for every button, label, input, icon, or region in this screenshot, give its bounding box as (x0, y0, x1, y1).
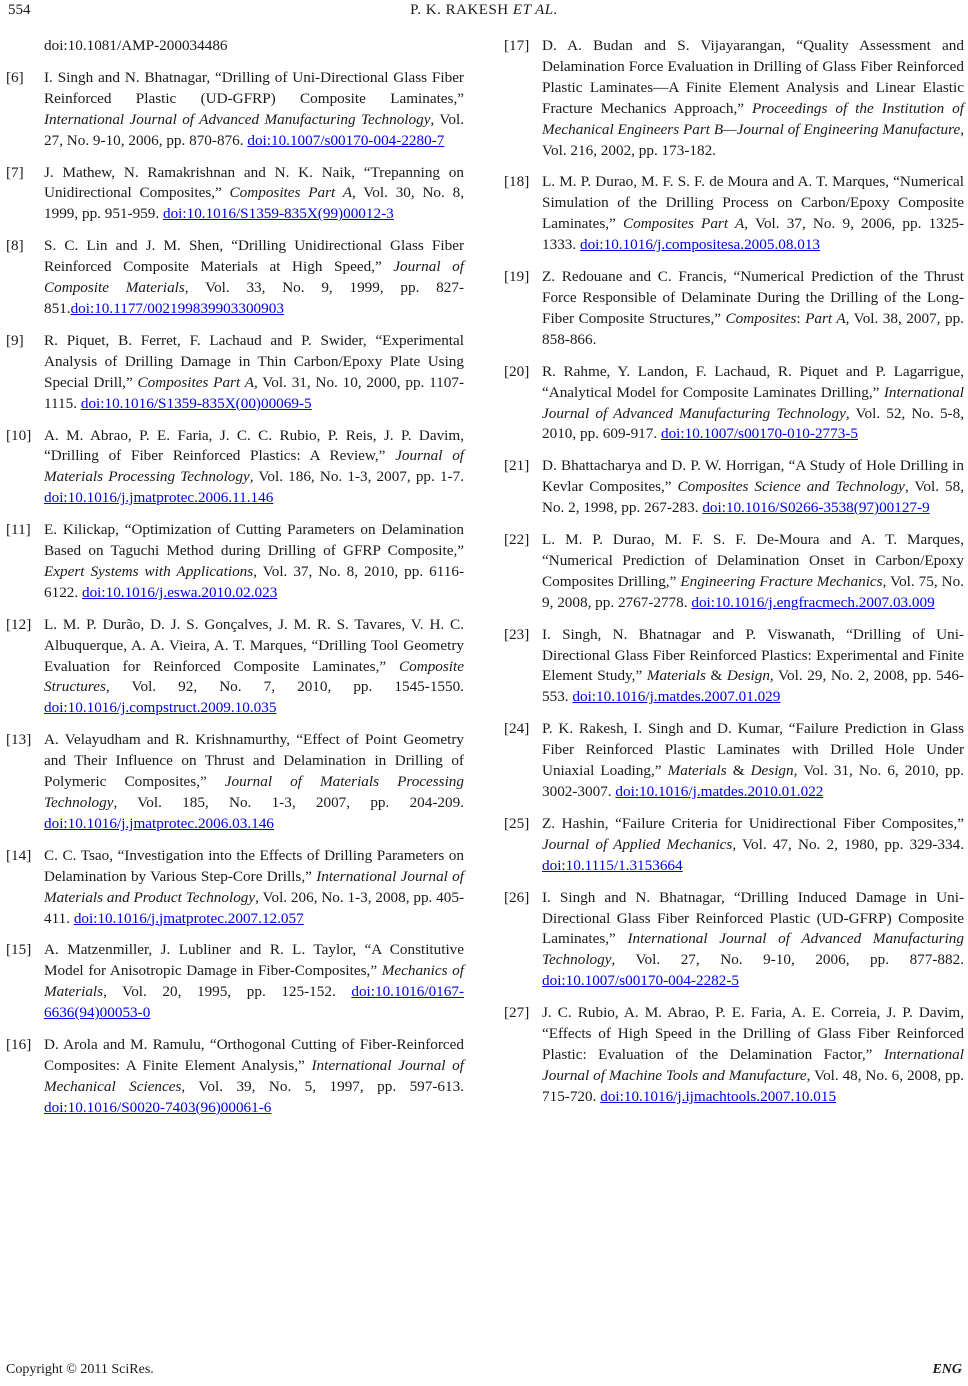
reference-text (542, 530, 964, 614)
reference-text (44, 730, 464, 835)
reference-number: [12] (6, 615, 32, 633)
reference-number: [26] (504, 888, 530, 906)
reference-number: [17] (504, 37, 530, 54)
journal-title: International Journal of Machine Tools and Manufacture (542, 1045, 964, 1084)
doi-link[interactable]: doi:10.1007/s00170-004-2282-5 (542, 972, 740, 990)
reference-item (6, 68, 464, 152)
copyright-notice: Copyright © 2011 SciRes. (6, 1362, 154, 1377)
reference-segment: , Vol. 75, No. 9, 2008, pp. 2767-2778. (542, 572, 965, 611)
journal-title: Journal of Materials Processing Technology (44, 773, 464, 811)
reference-item (504, 362, 964, 446)
reference-number: [13] (6, 731, 32, 749)
journal-title: Composites (725, 309, 797, 327)
reference-number: [7] (6, 163, 24, 181)
reference-segment: R. Piquet, B. Ferret, F. Lachaud and P. Swider, “Experimental Analysis of Drilling Damage in Thin Carbon/Epoxy Plate Using Special Drill,” (44, 331, 464, 391)
reference-item (504, 172, 964, 256)
reference-segment: , Vol. 27, No. 9-10, 2006, pp. 870-876. (44, 110, 464, 149)
reference-segment: , Vol. 38, 2007, pp. 858-866. (542, 309, 964, 348)
reference-item (6, 236, 464, 320)
doi-link[interactable]: doi:10.1016/j.jmatprotec.2006.03.146 (44, 814, 274, 832)
reference-item (504, 530, 964, 614)
doi-link[interactable]: doi:10.1016/j.matdes.2010.01.022 (615, 783, 824, 800)
reference-number: [23] (504, 625, 530, 643)
reference-number: [10] (6, 426, 32, 444)
doi-link[interactable]: doi:10.1115/1.3153664 (542, 856, 683, 874)
reference-segment: : (796, 309, 806, 327)
journal-title: International Journal of Advanced Manufacturing Technology (542, 383, 964, 422)
reference-item (6, 846, 464, 930)
reference-item (504, 814, 964, 877)
doi-link[interactable]: doi:10.1016/j.matdes.2007.01.029 (572, 688, 781, 706)
reference-segment: P. K. Rakesh, I. Singh and D. Kumar, “Failure Prediction in Glass Fiber Reinforced Plastic Laminates with Drilled Hole Under Uniaxial Loading,” (542, 720, 964, 780)
doi-link[interactable]: doi:10.1016/j.eswa.2010.02.023 (81, 583, 278, 601)
reference-number: [11] (6, 521, 31, 539)
reference-segment: , Vol. 185, No. 1-3, 2007, pp. 204-209. (113, 794, 464, 811)
journal-title: Materials (667, 762, 727, 780)
doi-link[interactable]: doi:10.1016/j.jmatprotec.2007.12.057 (73, 909, 304, 927)
reference-text (542, 719, 964, 803)
reference-segment: I. Singh, N. Bhatnagar and P. Viswanath, “Drilling of Uni-Directional Glass Fiber Reinforced Plastics: Experimental and Finite Element Study,” (542, 625, 964, 685)
reference-text (44, 68, 464, 152)
doi-link[interactable]: doi:10.1016/S1359-835X(00)00069-5 (80, 394, 312, 412)
reference-text (542, 362, 964, 446)
reference-segment: D. Bhattacharya and D. P. W. Horrigan, “A Study of Hole Drilling in Kevlar Composites,” (542, 457, 964, 496)
continued-reference (6, 36, 464, 57)
doi-link[interactable]: doi:10.1016/S1359-835X(99)00012-3 (162, 205, 394, 223)
reference-segment: , Vol. 48, No. 6, 2008, pp. 715-720. (542, 1066, 964, 1105)
reference-number: [20] (504, 362, 530, 380)
doi-link[interactable]: doi:10.1007/s00170-010-2773-5 (660, 425, 858, 443)
journal-title: International Journal of Materials and Product Technology (44, 867, 464, 906)
reference-number: [18] (504, 173, 530, 191)
reference-text (542, 1003, 964, 1108)
journal-title: Composites Part A (622, 215, 745, 233)
left-column (6, 36, 464, 1130)
journal-title: Design (750, 762, 794, 780)
journal-title: Composites Part A (229, 184, 352, 202)
reference-number: [25] (504, 814, 530, 832)
reference-text (542, 456, 964, 519)
journal-title: Design (726, 667, 770, 685)
doi-link[interactable]: doi:10.1016/0167-6636(94)00053-0 (44, 983, 464, 1022)
right-column (504, 36, 964, 1119)
page-footer (0, 1362, 968, 1386)
reference-number: [8] (6, 237, 24, 255)
reference-segment: , Vol. 47, No. 2, 1980, pp. 329-334. (732, 835, 965, 853)
reference-segment: I. Singh and N. Bhatnagar, “Drilling of Uni-Directional Glass Fiber Reinforced Plastic (UD-GFRP) Composite Laminates,” (44, 68, 464, 107)
reference-number: [27] (504, 1004, 530, 1022)
reference-segment: & (705, 667, 727, 685)
running-title-et-al: ET AL. (512, 2, 558, 18)
reference-item (6, 615, 464, 720)
reference-item (6, 520, 464, 604)
doi-link[interactable]: doi:10.1016/j.ijmachtools.2007.10.015 (600, 1087, 837, 1105)
journal-title: International Journal of Advanced Manufacturing Technology (44, 110, 431, 128)
doi-link[interactable]: doi:10.1016/j.engfracmech.2007.03.009 (691, 593, 935, 611)
reference-segment: , Vol. 186, No. 1-3, 2007, pp. 1-7. (249, 468, 465, 486)
reference-text (542, 888, 964, 993)
reference-number: [9] (6, 331, 24, 349)
reference-item (504, 888, 964, 993)
reference-segment: , Vol. 52, No. 5-8, 2010, pp. 609-917. (542, 404, 964, 443)
journal-title: Part A (805, 309, 846, 327)
reference-segment: , Vol. 206, No. 1-3, 2008, pp. 405-411. (44, 888, 464, 927)
reference-text (44, 426, 464, 510)
reference-segment: , Vol. 29, No. 2, 2008, pp. 546-553. (542, 667, 964, 706)
reference-segment: , Vol. 39, No. 5, 1997, pp. 597-613. (181, 1077, 464, 1095)
reference-segment: , Vol. 27, No. 9-10, 2006, pp. 877-882. (611, 951, 964, 969)
reference-item (6, 730, 464, 835)
reference-item (6, 940, 464, 1024)
doi-link[interactable]: doi:10.1016/j.compositesa.2005.08.013 (579, 236, 821, 254)
reference-text (542, 267, 964, 351)
reference-item (6, 426, 464, 510)
reference-segment: & (726, 762, 751, 780)
reference-segment: L. M. P. Durao, M. F. S. F. De-Moura and A. T. Marques, “Numerical Prediction of Delamination Onset in Carbon/Epoxy Composites Drilling,” (542, 531, 964, 590)
journal-title: Composites Part A (137, 373, 254, 391)
reference-item (6, 163, 464, 226)
reference-number: [15] (6, 941, 32, 959)
reference-text (44, 1035, 464, 1119)
reference-text (542, 172, 964, 256)
journal-title: Expert Systems with Applications (44, 562, 254, 580)
journal-abbreviation: ENG (932, 1362, 962, 1377)
page-header (0, 0, 968, 30)
journal-title: Composite Structures (44, 657, 464, 696)
reference-item (504, 719, 964, 803)
reference-segment: , Vol. 37, No. 9, 2006, pp. 1325-1333. (542, 215, 965, 254)
reference-number: [22] (504, 531, 530, 549)
doi-link[interactable]: doi:10.1081/AMP-200034486 (44, 37, 228, 54)
reference-item (6, 331, 464, 415)
journal-title: Composites Science and Technology (677, 478, 905, 496)
reference-segment: I. Singh and N. Bhatnagar, “Drilling Induced Damage in Uni-Directional Glass Fiber Reinforced Plastic (UD-GFRP) Composite Laminates,” (542, 888, 964, 948)
reference-segment: , Vol. 20, 1995, pp. 125-152. (103, 983, 352, 1001)
journal-title: Proceedings of the Institution of Mechanical Engineers Part B—Journal of Engineering Manufacture (542, 99, 964, 138)
doi-link[interactable]: doi:10.1016/S0020-7403(96)00061-6 (44, 1098, 272, 1116)
reference-segment: , Vol. 31, No. 6, 2010, pp. 3002-3007. (542, 762, 964, 800)
reference-number: [14] (6, 846, 32, 864)
reference-segment: S. C. Lin and J. M. Shen, “Drilling Unidirectional Glass Fiber Reinforced Composite Materials at High Speed,” (44, 237, 464, 276)
reference-segment: A. Velayudham and R. Krishnamurthy, “Effect of Point Geometry and Their Influence on Thrust and Delamination in Drilling of Polymeric Composites,” (44, 731, 464, 791)
reference-text (44, 615, 464, 720)
reference-segment: R. Rahme, Y. Landon, F. Lachaud, R. Piquet and P. Lagarrigue, “Analytical Model for Composite Laminates Drilling,” (542, 362, 964, 401)
reference-text (44, 331, 464, 415)
running-title (0, 2, 968, 19)
reference-item (504, 267, 964, 351)
reference-segment: , Vol. 92, No. 7, 2010, pp. 1545-1550. (105, 678, 464, 696)
reference-segment: D. Arola and M. Ramulu, “Orthogonal Cutting of Fiber-Reinforced Composites: A Finite Element Analysis,” (44, 1036, 464, 1074)
reference-text (44, 520, 464, 604)
reference-segment: Z. Hashin, “Failure Criteria for Unidirectional Fiber Composites,” (542, 814, 964, 832)
reference-item (504, 456, 964, 519)
reference-item (504, 1003, 964, 1108)
journal-title: Journal of Composite Materials (44, 258, 464, 297)
reference-number: [24] (504, 720, 530, 738)
journal-title: Engineering Fracture Mechanics (680, 572, 883, 590)
reference-text (44, 163, 464, 226)
reference-segment: , Vol. 216, 2002, pp. 173-182. (542, 120, 964, 159)
reference-text (542, 814, 964, 877)
reference-item (6, 1035, 464, 1119)
reference-segment: , Vol. 30, No. 8, 1999, pp. 951-959. (44, 184, 464, 223)
reference-segment: , Vol. 31, No. 10, 2000, pp. 1107-1115. (44, 373, 464, 412)
reference-text (542, 625, 964, 709)
doi-link[interactable]: doi:10.1016/S0266-3538(97)00127-9 (702, 499, 930, 517)
reference-segment: D. A. Budan and S. Vijayarangan, “Quality Assessment and Delamination Force Evaluation in Drilling of Glass Fiber Reinforced Plastic Laminates—A Finite Element Analysis and Linear Elastic Fracture Mechanics Approach,” (542, 37, 964, 117)
reference-segment: E. Kilickap, “Optimization of Cutting Parameters on Delamination Based on Taguchi Method during Drilling of GFRP Composite,” (44, 521, 464, 560)
reference-number: [16] (6, 1036, 32, 1054)
reference-item (504, 36, 964, 161)
running-title-author: P. K. RAKESH (410, 2, 509, 18)
journal-title: Materials (646, 667, 706, 685)
reference-segment: J. C. Rubio, A. M. Abrao, P. E. Faria, A. E. Correia, J. P. Davim, “Effects of High Speed in the Drilling of Glass Fiber Reinforced Plastic: Evaluation of the Delamination Factor,” (542, 1004, 964, 1063)
journal-title: Mechanics of Materials (44, 962, 465, 1001)
reference-number: [6] (6, 68, 24, 86)
reference-text (44, 236, 464, 320)
reference-segment: Z. Redouane and C. Francis, “Numerical Prediction of the Thrust Force Responsible of Delaminate During the Drilling of the Long-Fiber Composite Structures,” (542, 268, 964, 327)
doi-link[interactable]: doi:10.1177/002199839903300903 (70, 299, 284, 317)
page-number: 554 (8, 2, 31, 18)
right-reference-list (504, 36, 964, 1108)
reference-segment: A. M. Abrao, P. E. Faria, J. C. C. Rubio, P. Reis, J. P. Davim, “Drilling of Fiber Reinforced Plastics: A Review,” (44, 426, 464, 465)
reference-segment: J. Mathew, N. Ramakrishnan and N. K. Naik, “Trepanning on Unidirectional Composites,” (44, 163, 464, 202)
reference-number: [21] (504, 457, 530, 475)
reference-segment: A. Matzenmiller, J. Lubliner and R. L. Taylor, “A Constitutive Model for Anisotropic Damage in Fiber-Composites,” (44, 941, 464, 980)
reference-segment: , Vol. 33, No. 9, 1999, pp. 827-851. (44, 279, 464, 317)
reference-segment: C. C. Tsao, “Investigation into the Effects of Drilling Parameters on Delamination by Various Step-Core Drills,” (44, 846, 464, 885)
left-reference-list (6, 68, 464, 1119)
doi-link[interactable]: doi:10.1016/j.jmatprotec.2006.11.146 (44, 489, 274, 507)
journal-title: International Journal of Mechanical Sciences (44, 1056, 464, 1095)
reference-segment: , Vol. 58, No. 2, 1998, pp. 267-283. (542, 478, 964, 517)
reference-segment: L. M. P. Durao, M. F. S. F. de Moura and A. T. Marques, “Numerical Simulation of the Drilling Process on Carbon/Epoxy Composite Laminates,” (542, 173, 964, 233)
reference-text (542, 36, 964, 161)
reference-number: [19] (504, 268, 530, 286)
reference-item (504, 625, 964, 709)
journal-title: International Journal of Advanced Manufacturing Technology (542, 930, 964, 969)
reference-segment: L. M. P. Durão, D. J. S. Gonçalves, J. M. R. S. Tavares, V. H. C. Albuquerque, A. A. Vieira, A. T. Marques, “Drilling Tool Geometry Evaluation for Reinforced Composite Laminates,” (44, 615, 464, 675)
reference-text (44, 940, 464, 1024)
reference-text (44, 846, 464, 930)
doi-link[interactable]: doi:10.1007/s00170-004-2280-7 (247, 131, 445, 149)
doi-link[interactable]: doi:10.1016/j.compstruct.2009.10.035 (44, 699, 277, 717)
journal-title: Journal of Applied Mechanics (542, 835, 733, 853)
reference-segment: , Vol. 37, No. 8, 2010, pp. 6116-6122. (44, 562, 465, 601)
journal-title: Journal of Materials Processing Technology (44, 447, 465, 486)
